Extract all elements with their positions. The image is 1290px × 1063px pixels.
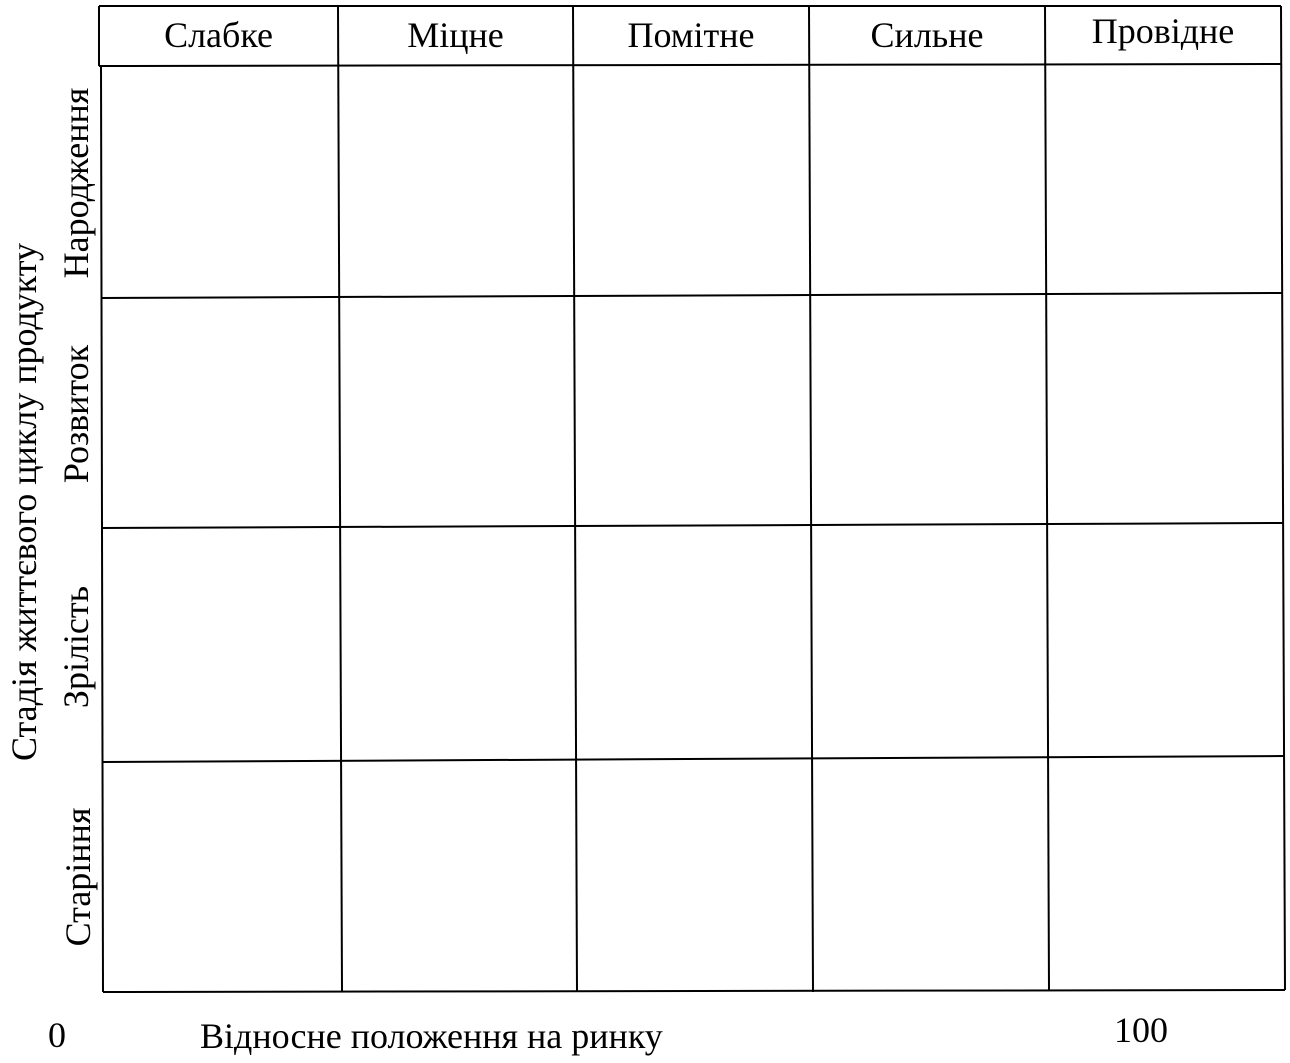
column-header-strong: Міцне	[407, 15, 504, 55]
row-divider-1	[99, 64, 1281, 66]
row-divider-3	[101, 523, 1283, 528]
col-divider-4	[1045, 6, 1049, 990]
row-header-birth: Народження	[56, 87, 96, 279]
x-axis-max-label: 100	[1114, 1010, 1168, 1050]
row-divider-4	[102, 756, 1284, 762]
column-header-weak: Слабке	[164, 15, 273, 55]
row-divider-2	[101, 293, 1282, 298]
column-header-leading: Провідне	[1091, 11, 1235, 51]
x-axis-label: Відносне положення на ринку	[200, 1016, 663, 1056]
grid-left-border	[101, 66, 103, 992]
col-divider-1	[338, 6, 342, 992]
col-divider-3	[809, 6, 813, 992]
grid-right-border	[1281, 6, 1285, 990]
col-divider-2	[573, 6, 577, 992]
y-axis-label: Стадія життєвого циклу продукту	[4, 242, 44, 762]
column-header-powerful: Сильне	[870, 15, 984, 55]
x-axis-min-label: 0	[48, 1015, 66, 1055]
grid-bottom-border	[103, 990, 1285, 992]
row-header-maturity: Зрілість	[56, 585, 96, 709]
row-header-growth: Розвиток	[56, 344, 96, 484]
column-header-notable: Помітне	[627, 15, 755, 55]
row-header-aging: Старіння	[58, 807, 98, 947]
